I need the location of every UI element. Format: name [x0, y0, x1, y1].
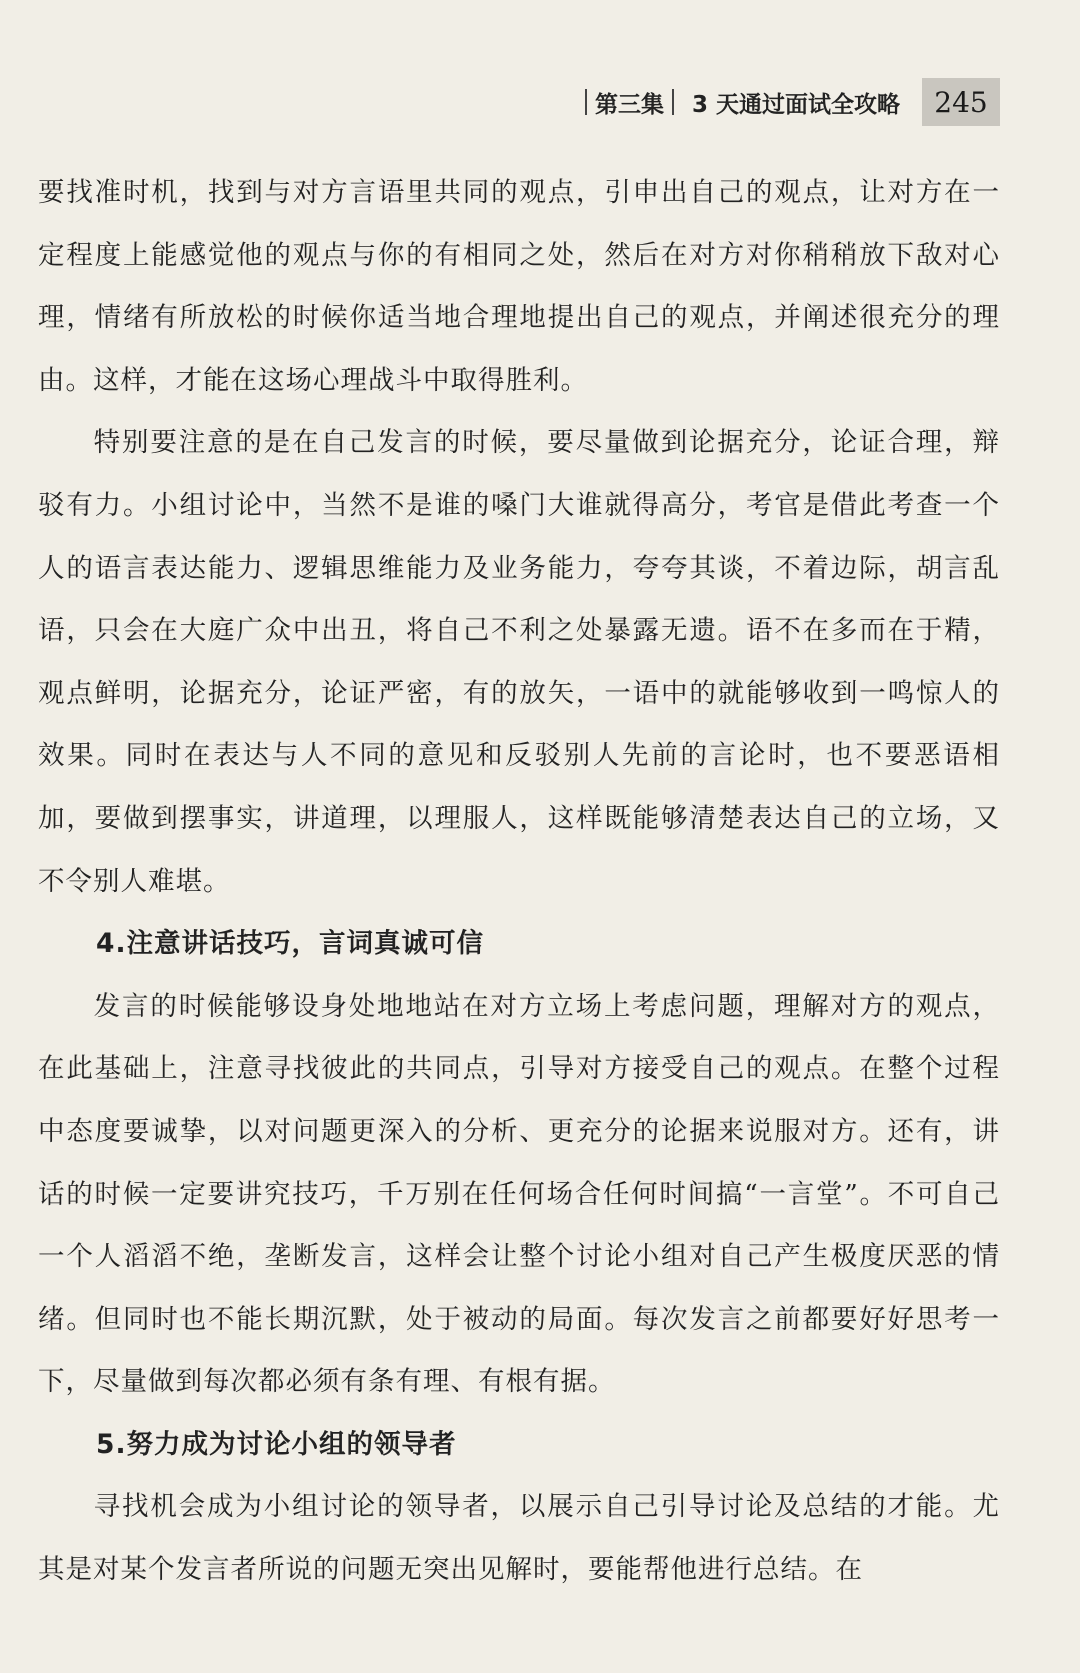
header-title: 3 天通过面试全攻略 [691, 91, 900, 118]
section-heading: 5.努力成为讨论小组的领导者 [96, 1428, 457, 1460]
paragraph: 特别要注意的是在自己发言的时候，要尽量做到论据充分，论证合理，辩驳有力。小组讨论中，当然不是谁的嗓门大谁就得高分，考官是借此考查一个人的语言表达能力、逻辑思维能力及业务能力，夸夸其谈，不着边际，胡言乱语，只会在大庭广众中出丑，将自己不利之处暴露无遗。语不在多而在于精，观点鲜明，论据充分，论证严密，有的放矢，一语中的就能够收到一鸣惊人的效果。同时在表达与人不同的意见和反驳别人先前的言论时，也不要恶语相加，要做到摆事实，讲道理，以理服人，这样既能够清楚表达自己的立场，又不令别人难堪。 [38, 427, 1000, 897]
header-divider [585, 89, 587, 115]
header-divider [672, 89, 674, 115]
running-header [577, 78, 1000, 126]
section-heading: 4.注意讲话技巧，言词真诚可信 [96, 928, 485, 960]
paragraph: 要找准时机，找到与对方言语里共同的观点，引申出自己的观点，让对方在一定程度上能感觉他的观点与你的有相同之处，然后在对方对你稍稍放下敌对心理，情绪有所放松的时候你适当地合理地提出自己的观点，并阐述很充分的理由。这样，才能在这场心理战斗中取得胜利。 [38, 177, 1000, 396]
page-number: 245 [922, 78, 1000, 126]
header-section: 第三集 [594, 91, 664, 118]
paragraph: 发言的时候能够设身处地地站在对方立场上考虑问题，理解对方的观点，在此基础上，注意寻找彼此的共同点，引导对方接受自己的观点。在整个过程中态度要诚挚，以对问题更深入的分析、更充分的论据来说服对方。还有，讲话的时候一定要讲究技巧，千万别在任何场合任何时间搞“一言堂”。不可自己一个人滔滔不绝，垄断发言，这样会让整个讨论小组对自己产生极度厌恶的情绪。但同时也不能长期沉默，处于被动的局面。每次发言之前都要好好思考一下，尽量做到每次都必须有条有理、有根有据。 [38, 990, 1000, 1398]
page-body [38, 162, 1000, 1602]
paragraph: 寻找机会成为小组讨论的领导者，以展示自己引导讨论及总结的才能。尤其是对某个发言者所说的问题无突出见解时，要能帮他进行总结。在 [38, 1491, 1000, 1586]
